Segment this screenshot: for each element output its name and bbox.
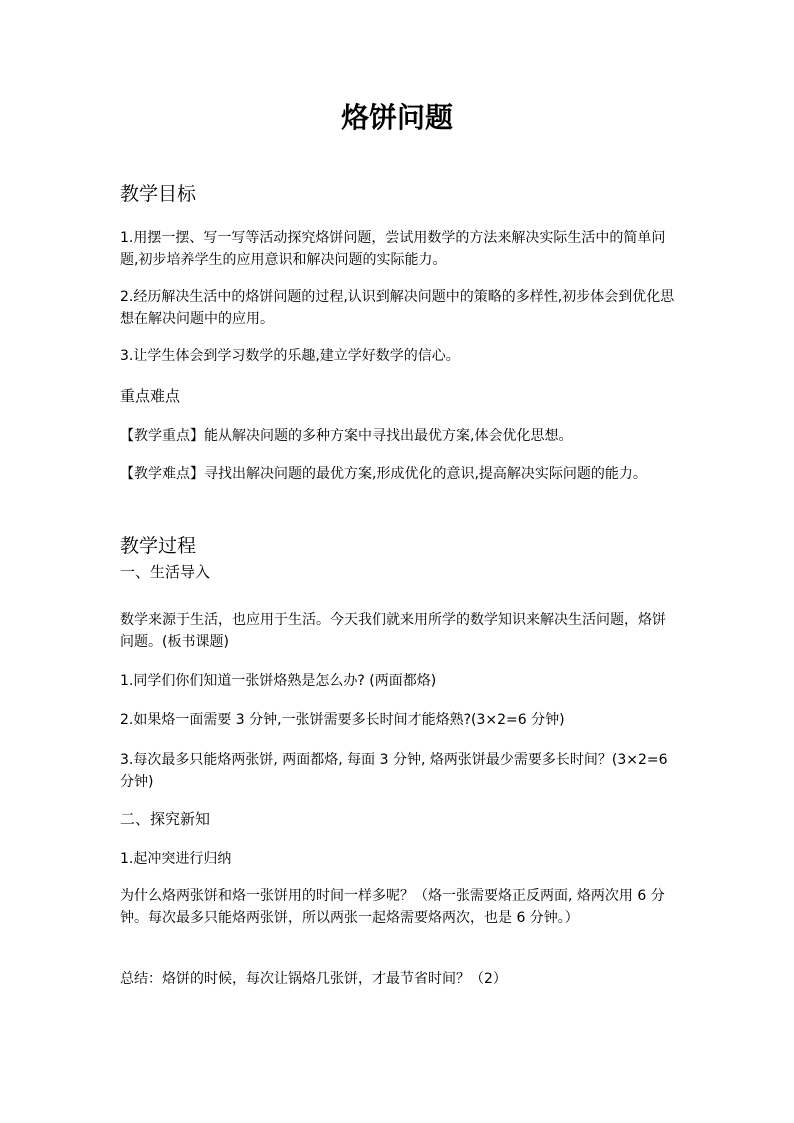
question-3: 3.每次最多只能烙两张饼, 两面都烙, 每面 3 分钟, 烙两张饼最少需要多长时间？(3×2=6 分钟): [120, 752, 668, 790]
goal-paragraph-1: 1.用摆一摆、写一写等活动探究烙饼问题，尝试用数学的方法来解决实际生活中的简单问题,初步培养学生的应用意识和解决问题的实际能力。: [120, 230, 666, 268]
page-title: 烙饼问题: [340, 101, 453, 134]
question-2: 2.如果烙一面需要 3 分钟,一张饼需要多长时间才能烙熟?(3×2=6 分钟): [120, 712, 565, 728]
step-1: 1.起冲突进行归纳: [120, 851, 232, 867]
part-heading-life-intro: 一、生活导入: [120, 563, 211, 581]
section-heading-teaching-process: 教学过程: [120, 535, 197, 557]
difficulty-paragraph: 【教学难点】寻找出解决问题的最优方案,形成优化的意识,提高解决实际问题的能力。: [120, 466, 647, 482]
goal-paragraph-3: 3.让学生体会到学习数学的乐趣,建立学好数学的信心。: [120, 348, 460, 364]
section-heading-teaching-goals: 教学目标: [120, 183, 197, 205]
question-1: 1.同学们你们知道一张饼烙熟是怎么办? (两面都烙): [120, 673, 437, 689]
part-heading-explore: 二、探究新知: [120, 810, 211, 828]
key-point-paragraph: 【教学重点】能从解决问题的多种方案中寻找出最优方案,体会优化思想。: [120, 428, 573, 444]
goal-paragraph-2: 2.经历解决生活中的烙饼问题的过程,认识到解决问题中的策略的多样性,初步体会到优化思想在解决问题中的应用。: [120, 289, 675, 327]
subheading-key-points: 重点难点: [120, 387, 181, 405]
summary-paragraph: 总结：烙饼的时候，每次让锅烙几张饼，才最节省时间？（2）: [120, 971, 507, 987]
explanation-paragraph: 为什么烙两张饼和烙一张饼用的时间一样多呢？（烙一张需要烙正反两面, 烙两次用 6 分钟。每次最多只能烙两张饼，所以两张一起烙需要烙两次，也是 6 分钟。）: [120, 888, 665, 926]
intro-paragraph: 数学来源于生活，也应用于生活。今天我们就来用所学的数学知识来解决生活问题，烙饼问题。(板书课题): [120, 612, 666, 650]
